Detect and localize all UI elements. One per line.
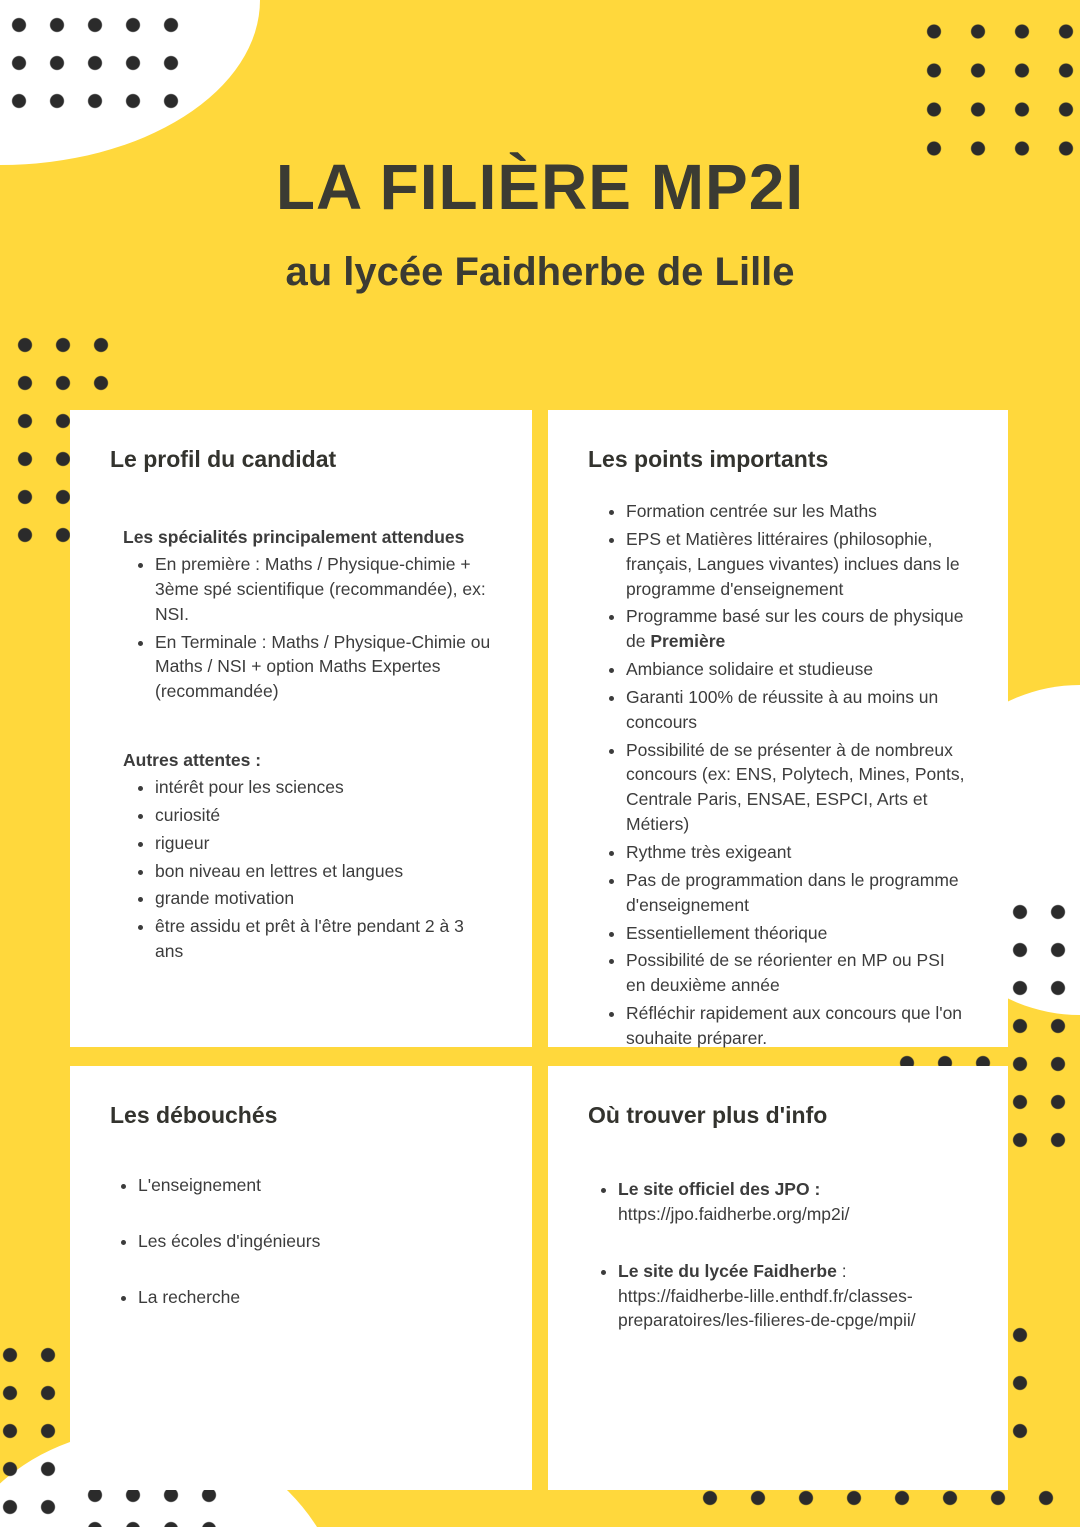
list-item: • Pas de programmation dans le programme d'enseignement (626, 868, 968, 918)
card-title-profil: Le profil du candidat (110, 446, 337, 472)
list-item: • Réfléchir rapidement aux concours que l'on souhaite préparer. (626, 1001, 968, 1051)
list-item: • rigueur (155, 831, 492, 856)
card-points-importants (548, 410, 1008, 1047)
card-profil-du-candidat (70, 410, 532, 1047)
card-debouches (70, 1066, 532, 1490)
list-item (618, 1259, 968, 1334)
list-item: • intérêt pour les sciences (155, 775, 492, 800)
profile-section-specialites (123, 527, 492, 704)
list-item (626, 604, 968, 654)
list-item: • Ambiance solidaire et studieuse (626, 657, 968, 682)
list-item-bold-text: Première (650, 631, 726, 652)
profile-section-autres-attentes (123, 750, 492, 964)
list-item: • Rythme très exigeant (626, 840, 968, 865)
specialites-list (123, 552, 492, 704)
list-item: • EPS et Matières littéraires (philosophie, français, Langues vivantes) inclues dans le programme d'enseignement (626, 527, 968, 602)
info-url: https://faidherbe-lille.enthdf.fr/classes-preparatoires/les-filieres-de-cpge/mpii/ (618, 1285, 916, 1331)
list-item: • curiosité (155, 803, 492, 828)
list-item: • Possibilité de se présenter à de nombreux concours (ex: ENS, Polytech, Mines, Ponts, Centrale Paris, ENSAE, ESPCI, Arts et Métiers) (626, 738, 968, 837)
list-item: • En première : Maths / Physique-chimie + 3ème spé scientifique (recommandée), ex: NSI. (155, 552, 492, 627)
list-item: • L'enseignement (138, 1173, 492, 1198)
section-heading-autres-attentes: Autres attentes : (123, 750, 262, 771)
info-label: Le site du lycée Faidherbe (618, 1260, 837, 1281)
list-item (618, 1177, 968, 1227)
list-item: • Possibilité de se réorienter en MP ou PSI en deuxième année (626, 948, 968, 998)
page-title: LA FILIÈRE MP2I (275, 151, 805, 223)
header (0, 150, 1080, 295)
card-title-debouches: Les débouchés (110, 1102, 278, 1128)
card-title-points: Les points importants (588, 446, 829, 472)
page-subtitle: au lycée Faidherbe de Lille (285, 250, 795, 294)
list-item: • Les écoles d'ingénieurs (138, 1229, 492, 1254)
autres-attentes-list (123, 775, 492, 964)
dots-pattern-right-middle-a (1001, 893, 1077, 1159)
debouches-list (110, 1173, 492, 1310)
dots-pattern-top-left (0, 6, 190, 120)
points-list (588, 499, 968, 1051)
list-item: • bon niveau en lettres et langues (155, 859, 492, 884)
info-list (588, 1177, 968, 1333)
dots-pattern-bottom-left-a (0, 1336, 67, 1526)
list-item: • La recherche (138, 1285, 492, 1310)
section-heading-specialites: Les spécialités principalement attendues (123, 527, 465, 547)
info-label-suffix: : (836, 1260, 847, 1281)
list-item: • être assidu et prêt à l'être pendant 2 à 3 ans (155, 914, 492, 964)
list-item-text: Programme basé sur les cours de physique de (626, 606, 964, 652)
dots-pattern-left-middle-a (6, 326, 120, 402)
list-item: • grande motivation (155, 886, 492, 911)
list-item: • Garanti 100% de réussite à au moins un concours (626, 685, 968, 735)
info-url: https://jpo.faidherbe.org/mp2i/ (618, 1203, 850, 1224)
card-plus-info (548, 1066, 1008, 1490)
list-item: • En Terminale : Maths / Physique-Chimie ou Maths / NSI + option Maths Expertes (recommandée) (155, 630, 492, 705)
card-title-info: Où trouver plus d'info (588, 1102, 828, 1128)
dots-pattern-top-right (912, 12, 1080, 168)
info-label: Le site officiel des JPO : (618, 1179, 821, 1199)
list-item: • Essentiellement théorique (626, 921, 968, 946)
list-item: • Formation centrée sur les Maths (626, 499, 968, 524)
